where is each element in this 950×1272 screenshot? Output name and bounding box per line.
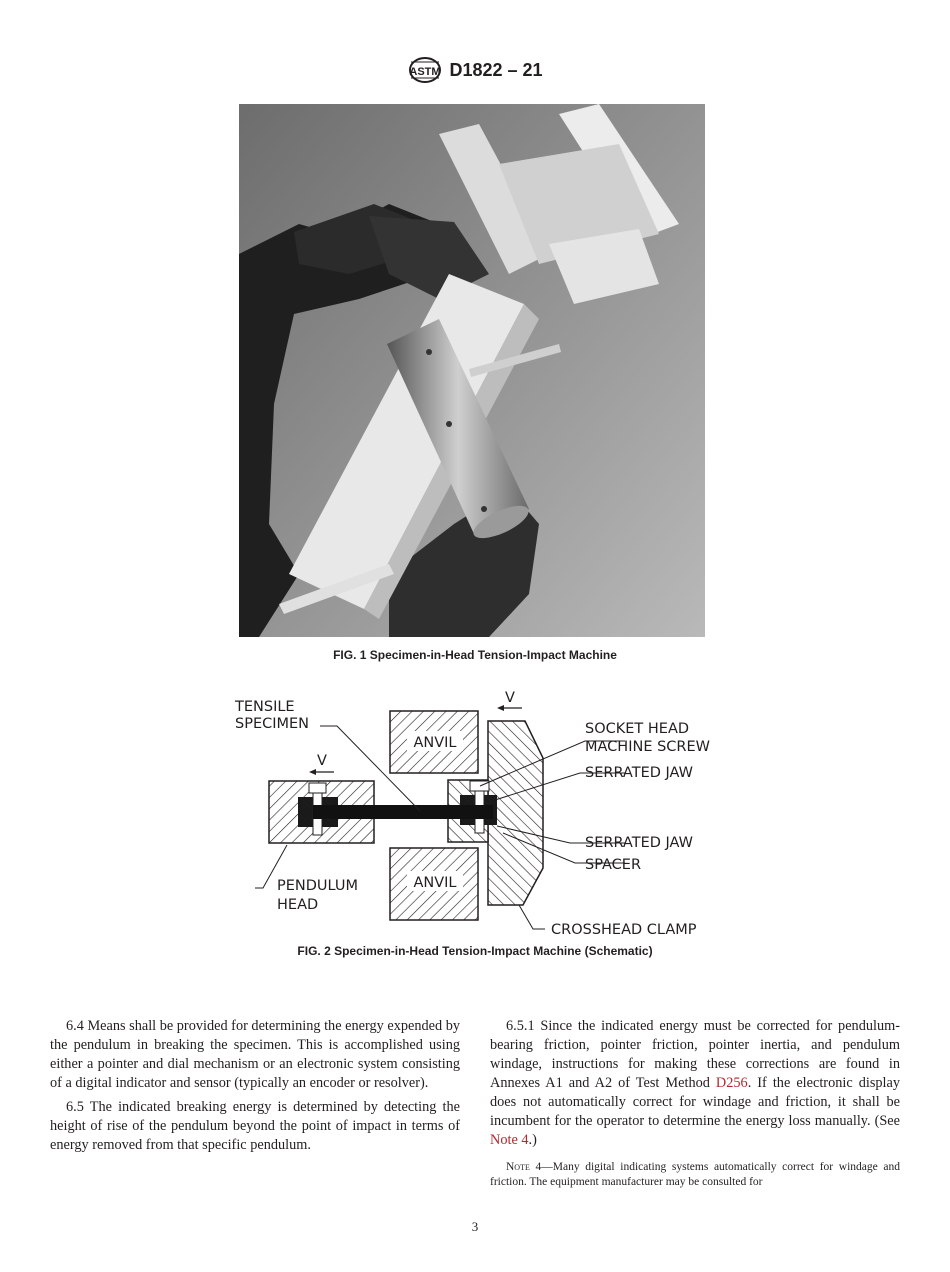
label-serrated-jaw-top: SERRATED JAW (585, 765, 693, 781)
label-serrated-jaw-bottom: SERRATED JAW (585, 835, 693, 851)
right-column (490, 1017, 900, 1195)
figure-2-schematic (225, 683, 725, 938)
figure-1-photograph (239, 104, 705, 637)
astm-logo-icon (407, 56, 443, 84)
label-socket-head: SOCKET HEAD (585, 721, 690, 737)
tensile-specimen-bar (313, 805, 493, 819)
paragraph-6-5: 6.5 The indicated breaking energy is determined by detecting the height of rise of the pendulum beyond the point of impact in terms of energy removed from that specific pendulum. (50, 1099, 460, 1153)
paragraph-6-5-1: 6.5.1 Since the indicated energy must be corrected for pendulum-bearing friction, pointer friction, pointer inertia, and pendulum windage, instructions for making these corrections are found in Annexes A1 and A2 of Test Method D256. If the electronic display does not automatically correct for windage and friction, it shall be incumbent for the operator to determine the energy loss manually. (See Note 4.) (490, 1018, 900, 1148)
velocity-arrow-left (309, 753, 334, 775)
paragraph-6-4: 6.4 Means shall be provided for determining the energy expended by the pendulum in breaking the specimen. This is accomplished using either a pointer and dial mechanism or an electronic system consisting of a digital indicator and sensor (typically an encoder or resolver). (50, 1018, 460, 1091)
svg-text:HEAD: HEAD (277, 897, 319, 913)
label-crosshead-clamp: CROSSHEAD CLAMP (551, 922, 697, 938)
svg-text:ANVIL: ANVIL (413, 875, 457, 891)
figure-1-caption: FIG. 1 Specimen-in-Head Tension-Impact Machine (333, 648, 617, 662)
svg-text:V: V (505, 690, 515, 706)
link-d256[interactable]: D256 (715, 1075, 748, 1091)
label-pendulum-head: PENDULUM (277, 878, 359, 894)
label-tensile-specimen: TENSILE (235, 699, 295, 715)
link-note-4[interactable]: Note 4 (490, 1132, 529, 1148)
page-number: 3 (471, 1219, 479, 1234)
anvil-top (390, 711, 478, 773)
svg-text:V: V (317, 753, 327, 769)
label-spacer: SPACER (585, 857, 642, 873)
velocity-arrow-right (497, 690, 522, 711)
anvil-bottom (390, 848, 478, 920)
svg-text:ANVIL: ANVIL (413, 735, 457, 751)
tension-impact-machine-photo (239, 104, 705, 637)
page-header (0, 55, 950, 85)
note-4-label: Note 4 (506, 1161, 542, 1173)
figure-2-caption: FIG. 2 Specimen-in-Head Tension-Impact Machine (Schematic) (297, 944, 653, 958)
document-id: D1822 – 21 (449, 59, 543, 80)
svg-text:MACHINE SCREW: MACHINE SCREW (585, 739, 710, 755)
note-4: Note 4—Many digital indicating systems automatically correct for windage and friction. The equipment manufacturer may be consulted for (490, 1161, 900, 1188)
svg-text:SPECIMEN: SPECIMEN (235, 716, 310, 732)
left-column (50, 1017, 460, 1160)
svg-text:ASTM: ASTM (409, 66, 442, 78)
